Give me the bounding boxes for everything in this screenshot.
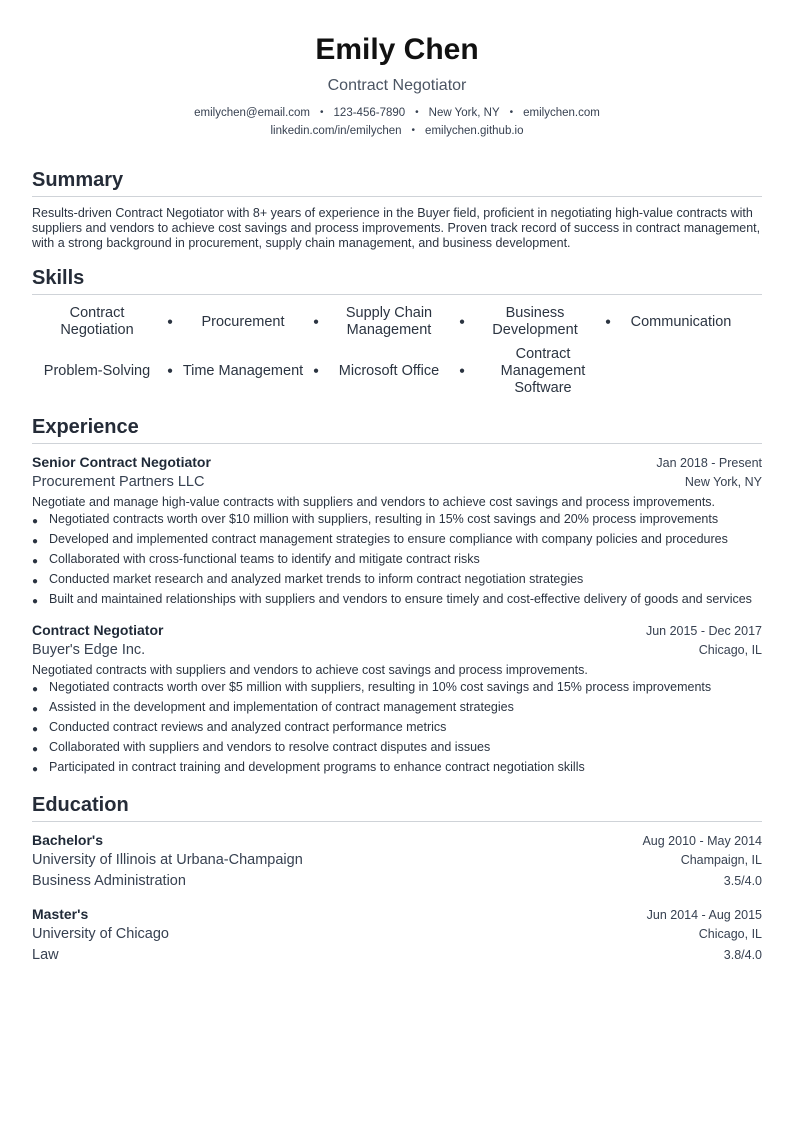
- job-title: Senior Contract Negotiator: [32, 454, 211, 470]
- section-divider: [32, 821, 762, 822]
- skill-separator-dot: ●: [312, 316, 319, 328]
- list-item: ● Collaborated with cross-functional teams to identify and mitigate contract risks: [32, 552, 480, 567]
- list-item: ● Assisted in the development and implementation of contract management strategies: [32, 700, 514, 715]
- resume-header: [32, 0, 762, 140]
- list-item: ● Collaborated with suppliers and vendors to resolve contract disputes and issues: [32, 740, 491, 755]
- skills-list: [32, 303, 762, 397]
- list-item: ● Conducted market research and analyzed market trends to inform contract negotiation strategies: [32, 572, 584, 587]
- degree: Master's: [32, 906, 89, 922]
- list-item: ● Negotiated contracts worth over $5 million with suppliers, resulting in 10% cost savings and 15% process improvements: [32, 680, 712, 695]
- bullet-icon: ●: [32, 596, 39, 607]
- skill-label: Supply Chain Management: [345, 305, 433, 338]
- skill-separator-dot: ●: [312, 365, 319, 377]
- contact-phone[interactable]: 123-456-7890: [333, 107, 406, 119]
- school-location: Champaign, IL: [680, 853, 762, 867]
- bullet-icon: ●: [32, 744, 39, 755]
- skill-label: Business Development: [492, 305, 578, 338]
- skill-item: [178, 303, 319, 341]
- education-dates: Jun 2014 - Aug 2015: [646, 908, 762, 922]
- job-location: Chicago, IL: [698, 643, 762, 657]
- contact-separator: •: [411, 125, 416, 136]
- bullet-icon: ●: [32, 724, 39, 735]
- bullet-icon: ●: [32, 704, 39, 715]
- field-of-study: Law: [32, 947, 59, 963]
- skill-label: Communication: [630, 313, 732, 330]
- contact-info: [32, 104, 762, 140]
- skill-separator-dot: ●: [458, 316, 465, 328]
- section-divider: [32, 294, 762, 295]
- contact-separator: •: [415, 107, 419, 118]
- skill-item: [470, 303, 611, 341]
- skill-item: [616, 303, 746, 341]
- bullet-icon: ●: [32, 764, 39, 775]
- bullet-icon: ●: [32, 556, 39, 567]
- list-item: ● Developed and implemented contract management strategies to ensure compliance with company policies and procedures: [32, 532, 728, 547]
- list-item: ● Negotiated contracts worth over $10 million with suppliers, resulting in 15% cost savings and 20% process improvements: [32, 512, 719, 527]
- summary-heading: Summary: [32, 169, 124, 191]
- job-description: Negotiate and manage high-value contracts with suppliers and vendors to achieve cost savings and process improvements.: [32, 495, 716, 509]
- contact-row-2: [32, 122, 762, 140]
- candidate-name: Emily Chen: [315, 33, 479, 66]
- job-entry: [32, 452, 762, 607]
- candidate-role: Contract Negotiator: [327, 77, 467, 94]
- degree: Bachelor's: [32, 832, 104, 848]
- gpa: 3.5/4.0: [723, 874, 762, 888]
- education-dates: Aug 2010 - May 2014: [642, 834, 762, 848]
- skill-item: [32, 303, 173, 341]
- school-name: University of Illinois at Urbana-Champaign: [32, 852, 303, 868]
- bullet-icon: ●: [32, 684, 39, 695]
- list-item: ● Participated in contract training and development programs to enhance contract negotiation skills: [32, 760, 585, 775]
- school-location: Chicago, IL: [698, 927, 762, 941]
- experience-section: [32, 415, 762, 775]
- skill-label: Problem-Solving: [43, 362, 151, 379]
- skill-label: Contract Negotiation: [60, 305, 134, 338]
- education-section: [32, 793, 762, 966]
- contact-github[interactable]: emilychen.github.io: [425, 125, 524, 137]
- contact-linkedin[interactable]: linkedin.com/in/emilychen: [270, 125, 402, 137]
- skill-item: [324, 345, 465, 397]
- job-location: New York, NY: [684, 475, 762, 489]
- contact-website[interactable]: emilychen.com: [523, 107, 600, 119]
- job-dates: Jun 2015 - Dec 2017: [645, 624, 762, 638]
- contact-row-1: [32, 104, 762, 122]
- list-item: ● Built and maintained relationships with suppliers and vendors to ensure timely and cost-effective delivery of goods and services: [32, 592, 752, 607]
- job-company: Procurement Partners LLC: [32, 474, 205, 490]
- bullet-icon: ●: [32, 536, 39, 547]
- skill-separator-dot: ●: [166, 365, 173, 377]
- education-entry: [32, 830, 762, 892]
- skill-label: Contract Management Software: [500, 345, 586, 396]
- skill-item: [486, 345, 600, 397]
- contact-separator: •: [320, 107, 324, 118]
- experience-heading: Experience: [32, 416, 139, 438]
- job-entry: [32, 620, 762, 775]
- job-dates: Jan 2018 - Present: [656, 456, 762, 470]
- bullet-icon: ●: [32, 516, 39, 527]
- job-description: Negotiated contracts with suppliers and vendors to achieve cost savings and process improvements.: [32, 663, 588, 677]
- job-bullets: [32, 680, 762, 775]
- skill-item: [32, 345, 173, 397]
- list-item: ● Conducted contract reviews and analyzed contract performance metrics: [32, 720, 447, 735]
- skill-separator-dot: ●: [604, 316, 611, 328]
- section-divider: [32, 196, 762, 197]
- skills-section: [32, 266, 762, 397]
- skill-separator-dot: ●: [458, 365, 465, 377]
- job-title: Contract Negotiator: [32, 622, 164, 638]
- skill-label: Time Management: [182, 362, 304, 379]
- contact-email[interactable]: emilychen@email.com: [194, 107, 311, 119]
- summary-text: Results-driven Contract Negotiator with 8+ years of experience in the Buyer field, proficient in negotiating high-value contracts with suppliers and vendors to achieve cost savings and process improvements. Proven track record of success in contract management, with a strong background in procurement, supply chain management, and business development.: [32, 206, 761, 250]
- education-heading: Education: [32, 794, 129, 816]
- skills-heading: Skills: [32, 267, 85, 289]
- job-company: Buyer's Edge Inc.: [32, 642, 146, 658]
- field-of-study: Business Administration: [32, 873, 186, 889]
- job-bullets: [32, 512, 762, 607]
- bullet-icon: ●: [32, 576, 39, 587]
- summary-section: [32, 168, 762, 251]
- section-divider: [32, 443, 762, 444]
- skill-label: Microsoft Office: [338, 362, 440, 379]
- contact-location: New York, NY: [428, 107, 500, 119]
- skill-label: Procurement: [201, 313, 285, 330]
- education-entry: [32, 904, 762, 966]
- skill-separator-dot: ●: [166, 316, 173, 328]
- skill-item: [178, 345, 319, 397]
- skill-item: [324, 303, 465, 341]
- contact-separator: •: [509, 107, 514, 118]
- school-name: University of Chicago: [32, 926, 169, 942]
- gpa: 3.8/4.0: [723, 948, 762, 962]
